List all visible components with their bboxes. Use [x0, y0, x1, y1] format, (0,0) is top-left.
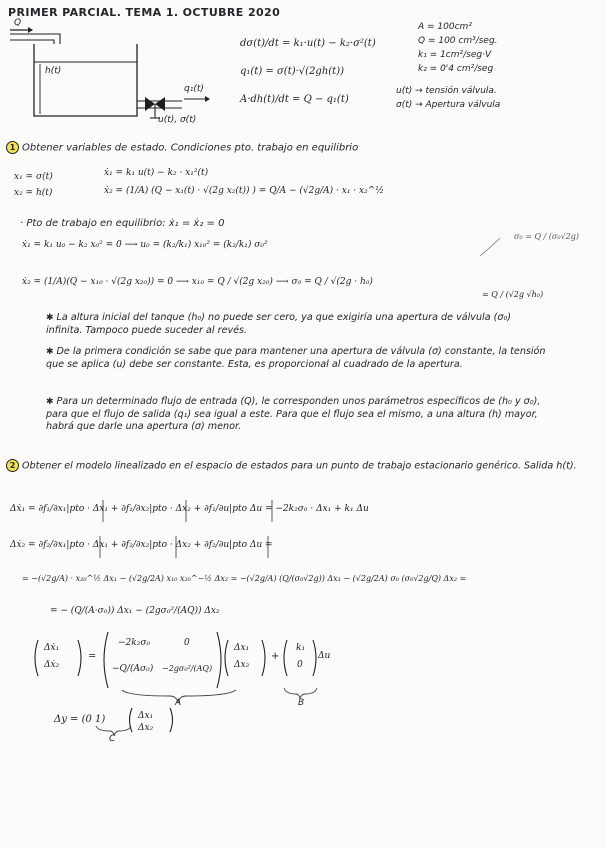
bullet-3: ✱ Para un determinado flujo de entrada (Q), le corresponden unos parámetros específicos de (h₀ y σ₀), para que el flujo de salida (q₁) sea igual a este. Para que el flujo sea el mismo, a una altura (h) mayor, habrá que darle una apertura (σ) menor.	[46, 396, 541, 432]
eq-line1: ẋ₁ = k₁ u₀ − k₂ x₀² = 0 ⟶ u₀ = (k₂/k₁) x₁₀² = (k₂/k₁) σ₀²	[22, 240, 268, 250]
vec-x1: Δx₁	[234, 643, 250, 653]
ss-x1dot: Δẋ₁	[44, 643, 60, 653]
ss-du: Δu	[318, 651, 331, 661]
valve-label: u(t), σ(t)	[158, 115, 197, 125]
inflow-label: Q	[14, 18, 22, 28]
brace-B	[284, 688, 317, 698]
matrix-a12: 0	[184, 638, 190, 648]
level-label: h(t)	[45, 66, 62, 76]
param-k1: k₁ = 1cm²/seg·V	[418, 50, 492, 60]
label-B: B	[298, 698, 305, 708]
lin-eq4: = − (Q/(A·σ₀)) Δx₁ − (2gσ₀²/(AQ)) Δx₂	[50, 606, 220, 616]
section1-marker: 1	[6, 141, 19, 154]
bullet-1: ✱ La altura inicial del tanque (h₀) no puede ser cero, ya que exigiría una apertura de válvula (σ₀) infinita. Tampoco puede suceder al revés.	[46, 312, 512, 336]
out-x1: Δx₁	[138, 711, 154, 721]
matrix-a21: −Q/(Aσ₀)	[112, 664, 154, 674]
side-note: σ₀ = Q / (σ₀√2g)	[514, 232, 580, 241]
section2-marker: 2	[6, 459, 19, 472]
output-eq: Δy = (0 1)	[54, 714, 106, 725]
section1-title: Obtener variables de estado. Condiciones pto. trabajo en equilibrio	[22, 142, 359, 154]
bullet-star-icon: ✱	[46, 347, 54, 357]
def-u: u(t) → tensión válvula.	[396, 86, 497, 96]
state-x1: x₁ = σ(t)	[14, 172, 53, 182]
ss-x2dot: Δẋ₂	[44, 660, 60, 670]
label-C: C	[109, 734, 116, 744]
page-title: PRIMER PARCIAL. TEMA 1. OCTUBRE 2020	[8, 6, 281, 19]
section1-heading	[6, 141, 358, 154]
lin-eq1: Δẋ₁ = ∂f₁/∂x₁|pto · Δx₁ + ∂f₁/∂x₂|pto · Δx₂ + ∂f₁/∂u|pto Δu = −2k₂σ₀ · Δx₁ + k₁ Δu	[10, 504, 369, 514]
out-x2: Δx₂	[138, 723, 154, 733]
matrix-a11: −2k₂σ₀	[118, 638, 151, 648]
section2-heading	[6, 459, 596, 473]
matrix-a22: −2gσ₀²/(AQ)	[162, 664, 213, 673]
side-note2: = Q / (√2g √h₀)	[482, 290, 544, 299]
model-eq2: q₁(t) = σ(t)·√(2gh(t))	[240, 66, 344, 77]
valve-icon	[145, 97, 155, 111]
eq-title: · Pto de trabajo en equilibrio: ẋ₁ = ẋ₂ = 0	[20, 218, 225, 229]
param-k2: k₂ = 0'4 cm²/seg	[418, 64, 494, 74]
ss-plus: +	[271, 651, 280, 662]
vec-b2: 0	[297, 660, 303, 670]
model-eq3: A·dh(t)/dt = Q − q₁(t)	[240, 94, 349, 105]
param-Q: Q = 100 cm³/seg.	[418, 36, 498, 46]
outflow-label: q₁(t)	[184, 84, 204, 94]
tank-walls	[34, 44, 137, 116]
dyn-x1: ẋ₁ = k₁ u(t) − k₂ · x₁²(t)	[104, 168, 209, 178]
model-eq1: dσ(t)/dt = k₁·u(t) − k₂·σ²(t)	[240, 38, 376, 49]
def-sigma: σ(t) → Apertura válvula	[396, 100, 501, 110]
vec-x2: Δx₂	[234, 660, 250, 670]
inflow-pipe	[10, 34, 60, 44]
paren	[35, 640, 38, 676]
bullet-star-icon: ✱	[46, 313, 54, 323]
param-A: A = 100cm²	[418, 22, 472, 32]
lin-eq3: = −(√2g/A) · x₂₀^½ Δx₁ − (√2g/2A) x₁₀ x₂₀^−½ Δx₂ = −(√2g/A) (Q/(σ₀√2g)) Δx₁ − (√2g/2A) σ₀ (σ₀√2g/Q) Δx₂ =	[22, 574, 467, 583]
section2-title: Obtener el modelo linealizado en el espacio de estados para un punto de trabajo estacionario genérico. Salida h(t).	[22, 460, 577, 472]
ss-equals: =	[88, 651, 97, 662]
dyn-x2: ẋ₂ = (1/A) (Q − x₁(t) · √(2g x₂(t)) ) = Q/A − (√2g/A) · x₁ · x₂^½	[104, 186, 384, 196]
state-x2: x₂ = h(t)	[14, 188, 53, 198]
bullet-2: ✱ De la primera condición se sabe que para mantener una apertura de válvula (σ) constante, la tensión que se aplica (u) debe ser constante. Esta, es proporcional al cuadrado de la apertura.	[46, 346, 546, 370]
inflow-arrow-head	[28, 27, 33, 33]
lin-eq2: Δẋ₂ = ∂f₂/∂x₁|pto · Δx₁ + ∂f₂/∂x₂|pto · Δx₂ + ∂f₂/∂u|pto Δu =	[10, 540, 273, 550]
label-A: A	[175, 698, 182, 708]
vec-b1: k₁	[296, 643, 306, 653]
eq-line2: ẋ₂ = (1/A)(Q − x₁₀ · √(2g x₂₀)) = 0 ⟶ x₁₀ = Q / √(2g x₂₀) ⟶ σ₀ = Q / √(2g · h₀)	[22, 277, 373, 287]
bullet-star-icon: ✱	[46, 397, 54, 407]
